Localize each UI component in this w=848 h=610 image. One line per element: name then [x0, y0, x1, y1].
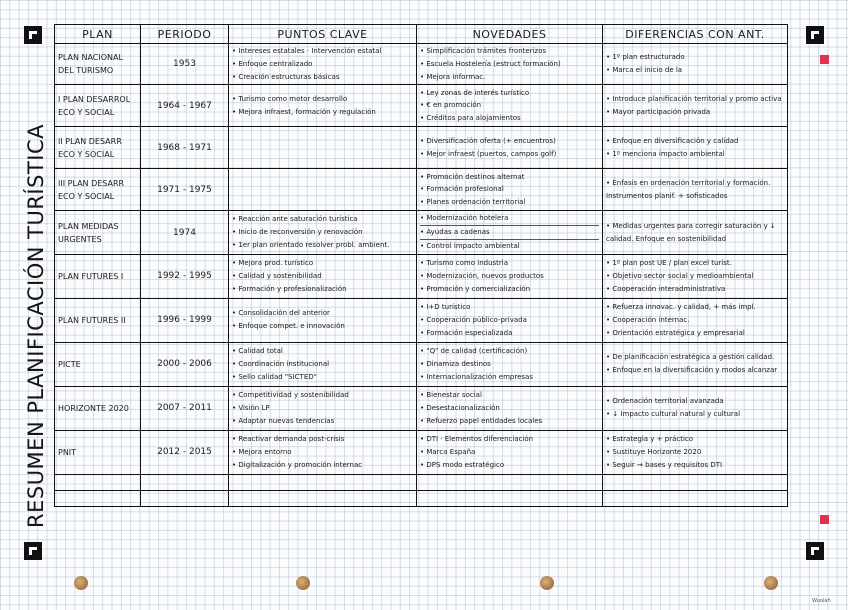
key-point-item: • Enfoque centralizado — [232, 59, 313, 68]
news-item: • Marca España — [420, 447, 476, 456]
difference-item: • 1º plan post UE / plan excel turíst. — [606, 259, 732, 268]
news-item: • Escuela Hostelería (estruct formación) — [420, 59, 561, 68]
news-item: • Desestacionalización — [420, 403, 500, 412]
plan-name — [55, 490, 141, 506]
table-row — [55, 169, 788, 211]
key-point-item: • 1er plan orientado resolver probl. ambient. — [232, 240, 390, 249]
plan-name: PLAN MEDIDAS URGENTES — [55, 211, 141, 254]
plan-name: PLAN FUTURES II — [55, 298, 141, 342]
key-point-item: • Mejora infraest, formación y regulación — [232, 107, 376, 116]
binder-hole-icon — [540, 576, 554, 590]
table-row — [55, 298, 788, 342]
plan-period: 1974 — [141, 211, 229, 254]
plan-period: 1953 — [141, 44, 229, 85]
key-points-cell — [229, 211, 417, 254]
table-row — [55, 211, 788, 254]
news-item: • Refuerzo papel entidades locales — [420, 416, 543, 425]
difference-item: • Seguir → bases y requisitos DTI — [606, 460, 723, 469]
news-cell — [417, 211, 603, 254]
plan-period: 1971 - 1975 — [141, 169, 229, 211]
difference-item: • Enfoque en la diversificación y modos alcanzar — [606, 366, 778, 375]
plan-period: 1968 - 1971 — [141, 127, 229, 169]
difference-item: • Cooperación internac. — [606, 315, 690, 324]
corner-marker-top-right-icon — [806, 26, 824, 44]
key-point-item: • Inicio de reconversión y renovación — [232, 228, 363, 237]
plan-name: III PLAN DESARR ECO Y SOCIAL — [55, 169, 141, 211]
news-item: • I+D turístico — [420, 303, 471, 312]
header-differences: DIFERENCIAS CON ANT. — [603, 25, 788, 44]
news-item: • Cooperación público-privada — [420, 315, 527, 324]
binder-hole-icon — [764, 576, 778, 590]
key-point-item: • Mejora entorno — [232, 447, 292, 456]
table-row — [55, 430, 788, 474]
brand-watermark: Wuolah — [812, 598, 831, 604]
news-item: • Créditos para alojamientos — [420, 114, 521, 123]
news-item: • Ley zonas de interés turístico — [420, 88, 530, 97]
differences-cell — [603, 85, 788, 127]
news-cell — [417, 386, 603, 430]
table-row — [55, 85, 788, 127]
key-points-cell — [229, 127, 417, 169]
key-points-cell — [229, 169, 417, 211]
differences-cell — [603, 127, 788, 169]
difference-item: • Enfoque en diversificación y calidad — [606, 137, 739, 146]
planning-summary-table — [54, 24, 788, 507]
difference-item: • Medidas urgentes para corregir saturación y ↓ calidad. Enfoque en sostenibilidad — [606, 221, 776, 243]
plan-name: PLAN NACIONAL DEL TURISMO — [55, 44, 141, 85]
news-item: • Planes ordenación territorial — [420, 198, 526, 207]
key-point-item: • Mejora prod. turístico — [232, 259, 314, 268]
news-item: • Promoción y comercialización — [420, 284, 531, 293]
plan-name: PLAN FUTURES I — [55, 254, 141, 298]
news-item: • "Q" de calidad (certificación) — [420, 347, 528, 356]
news-item: • € en promoción — [420, 101, 482, 110]
news-item: • Control impacto ambiental — [420, 241, 520, 250]
key-point-item: • Enfoque compet. e innovación — [232, 322, 345, 331]
header-key-points: PUNTOS CLAVE — [229, 25, 417, 44]
news-cell — [417, 169, 603, 211]
differences-cell — [603, 474, 788, 490]
difference-item: • Ordenación territorial avanzada — [606, 397, 724, 406]
table-row — [55, 490, 788, 506]
difference-item: • Orientación estratégica y empresarial — [606, 328, 745, 337]
key-point-item: • Formación y profesionalización — [232, 284, 347, 293]
difference-item: • Mayor participación privada — [606, 107, 711, 116]
corner-marker-bottom-right-icon — [806, 542, 824, 560]
differences-cell — [603, 490, 788, 506]
news-cell — [417, 85, 603, 127]
corner-marker-bottom-left-icon — [24, 542, 42, 560]
news-item: • Mejora informac. — [420, 72, 486, 81]
binder-hole-icon — [296, 576, 310, 590]
plan-name: PICTE — [55, 342, 141, 386]
table-header-row — [55, 25, 788, 44]
key-point-item: • Coordinación institucional — [232, 359, 330, 368]
plan-name: I PLAN DESARROL ECO Y SOCIAL — [55, 85, 141, 127]
key-point-item: • Calidad total — [232, 347, 283, 356]
plan-name: II PLAN DESARR ECO Y SOCIAL — [55, 127, 141, 169]
news-item: • Modernización hotelera — [420, 212, 599, 226]
differences-cell — [603, 211, 788, 254]
news-item: • Formación especializada — [420, 328, 513, 337]
table-row — [55, 386, 788, 430]
news-item: • Simplificación trámites fronterizos — [420, 47, 547, 55]
key-point-item: • Visión LP — [232, 403, 270, 412]
difference-item: • Objetivo sector social y medioambiental — [606, 271, 754, 280]
key-point-item: • Intereses estatales · Intervención estatal — [232, 47, 382, 55]
table-row — [55, 127, 788, 169]
plan-period: 2007 - 2011 — [141, 386, 229, 430]
key-points-cell — [229, 386, 417, 430]
differences-cell — [603, 430, 788, 474]
header-period: PERIODO — [141, 25, 229, 44]
plan-name — [55, 474, 141, 490]
key-points-cell — [229, 44, 417, 85]
news-item: • Dinamiza destinos — [420, 359, 491, 368]
differences-cell — [603, 169, 788, 211]
difference-item: • Sustituye Horizonte 2020 — [606, 447, 702, 456]
news-item: • Promoción destinos alternat — [420, 172, 525, 181]
key-point-item: • Digitalización y promoción internac — [232, 460, 363, 469]
difference-item: • De planificación estratégica a gestión calidad. — [606, 353, 775, 362]
pink-marker-top-icon — [820, 55, 829, 64]
key-points-cell — [229, 474, 417, 490]
plan-period: 2012 - 2015 — [141, 430, 229, 474]
plan-period: 1992 - 1995 — [141, 254, 229, 298]
key-point-item: • Turismo como motor desarrollo — [232, 95, 348, 104]
news-item: • Mejor infraest (puertos, campos golf) — [420, 149, 557, 158]
plan-period — [141, 490, 229, 506]
key-points-cell — [229, 254, 417, 298]
difference-item: • Énfasis en ordenación territorial y formación. Instrumentos planif. + sofisticados — [606, 179, 771, 200]
table-row — [55, 474, 788, 490]
table-row — [55, 254, 788, 298]
news-item: • Internacionalización empresas — [420, 372, 533, 381]
key-point-item: • Reacción ante saturación turística — [232, 215, 358, 224]
key-point-item: • Adaptar nuevas tendencias — [232, 416, 335, 425]
news-item: • DPS modo estratégico — [420, 460, 505, 469]
news-cell — [417, 474, 603, 490]
differences-cell — [603, 254, 788, 298]
difference-item: • Cooperación interadministrativa — [606, 284, 726, 293]
plan-period: 2000 - 2006 — [141, 342, 229, 386]
news-cell — [417, 254, 603, 298]
news-cell — [417, 44, 603, 85]
binder-hole-icon — [74, 576, 88, 590]
differences-cell — [603, 342, 788, 386]
key-points-cell — [229, 342, 417, 386]
side-title: RESUMEN PLANIFICACIÓN TURÍSTICA — [24, 123, 48, 528]
difference-item: • Refuerza innovac. y calidad, + más impl. — [606, 303, 756, 312]
differences-cell — [603, 298, 788, 342]
header-plan: PLAN — [55, 25, 141, 44]
news-item: • Formación profesional — [420, 185, 504, 194]
difference-item: • 1º plan estructurado — [606, 53, 685, 62]
table-row — [55, 44, 788, 85]
plan-period — [141, 474, 229, 490]
plan-name: HORIZONTE 2020 — [55, 386, 141, 430]
news-item: • Modernización, nuevos productos — [420, 271, 544, 280]
plan-period: 1996 - 1999 — [141, 298, 229, 342]
difference-item: • Introduce planificación territorial y promo activa — [606, 95, 782, 104]
news-cell — [417, 127, 603, 169]
differences-cell — [603, 386, 788, 430]
difference-item: • Marca el inicio de la — [606, 66, 683, 75]
news-item: • DTI · Elementos diferenciación — [420, 435, 534, 444]
difference-item: • 1º menciona impacto ambiental — [606, 149, 725, 158]
news-cell — [417, 298, 603, 342]
pink-marker-bottom-icon — [820, 515, 829, 524]
key-point-item: • Competitividad y sostenibilidad — [232, 391, 349, 400]
key-point-item: • Sello calidad "SICTED" — [232, 372, 317, 381]
key-points-cell — [229, 430, 417, 474]
key-point-item: • Reactivar demanda post-crisis — [232, 435, 345, 444]
difference-item: • Estrategia y + práctico — [606, 435, 694, 444]
differences-cell — [603, 44, 788, 85]
key-point-item: • Consolidación del anterior — [232, 309, 330, 318]
plan-period: 1964 - 1967 — [141, 85, 229, 127]
news-item: • Ayudas a cadenas — [420, 226, 599, 240]
news-cell — [417, 490, 603, 506]
key-points-cell — [229, 490, 417, 506]
news-cell — [417, 430, 603, 474]
key-point-item: • Creación estructuras básicas — [232, 72, 340, 81]
key-point-item: • Calidad y sostenibilidad — [232, 271, 322, 280]
key-points-cell — [229, 298, 417, 342]
news-item: • Turismo como industria — [420, 259, 509, 268]
difference-item: • ↓ Impacto cultural natural y cultural — [606, 410, 741, 419]
key-points-cell — [229, 85, 417, 127]
corner-marker-top-left-icon — [24, 26, 42, 44]
news-item: • Diversificación oferta (+ encuentros) — [420, 137, 556, 146]
news-item: • Bienestar social — [420, 391, 482, 400]
news-cell — [417, 342, 603, 386]
plan-name: PNIT — [55, 430, 141, 474]
table-row — [55, 342, 788, 386]
header-news: NOVEDADES — [417, 25, 603, 44]
